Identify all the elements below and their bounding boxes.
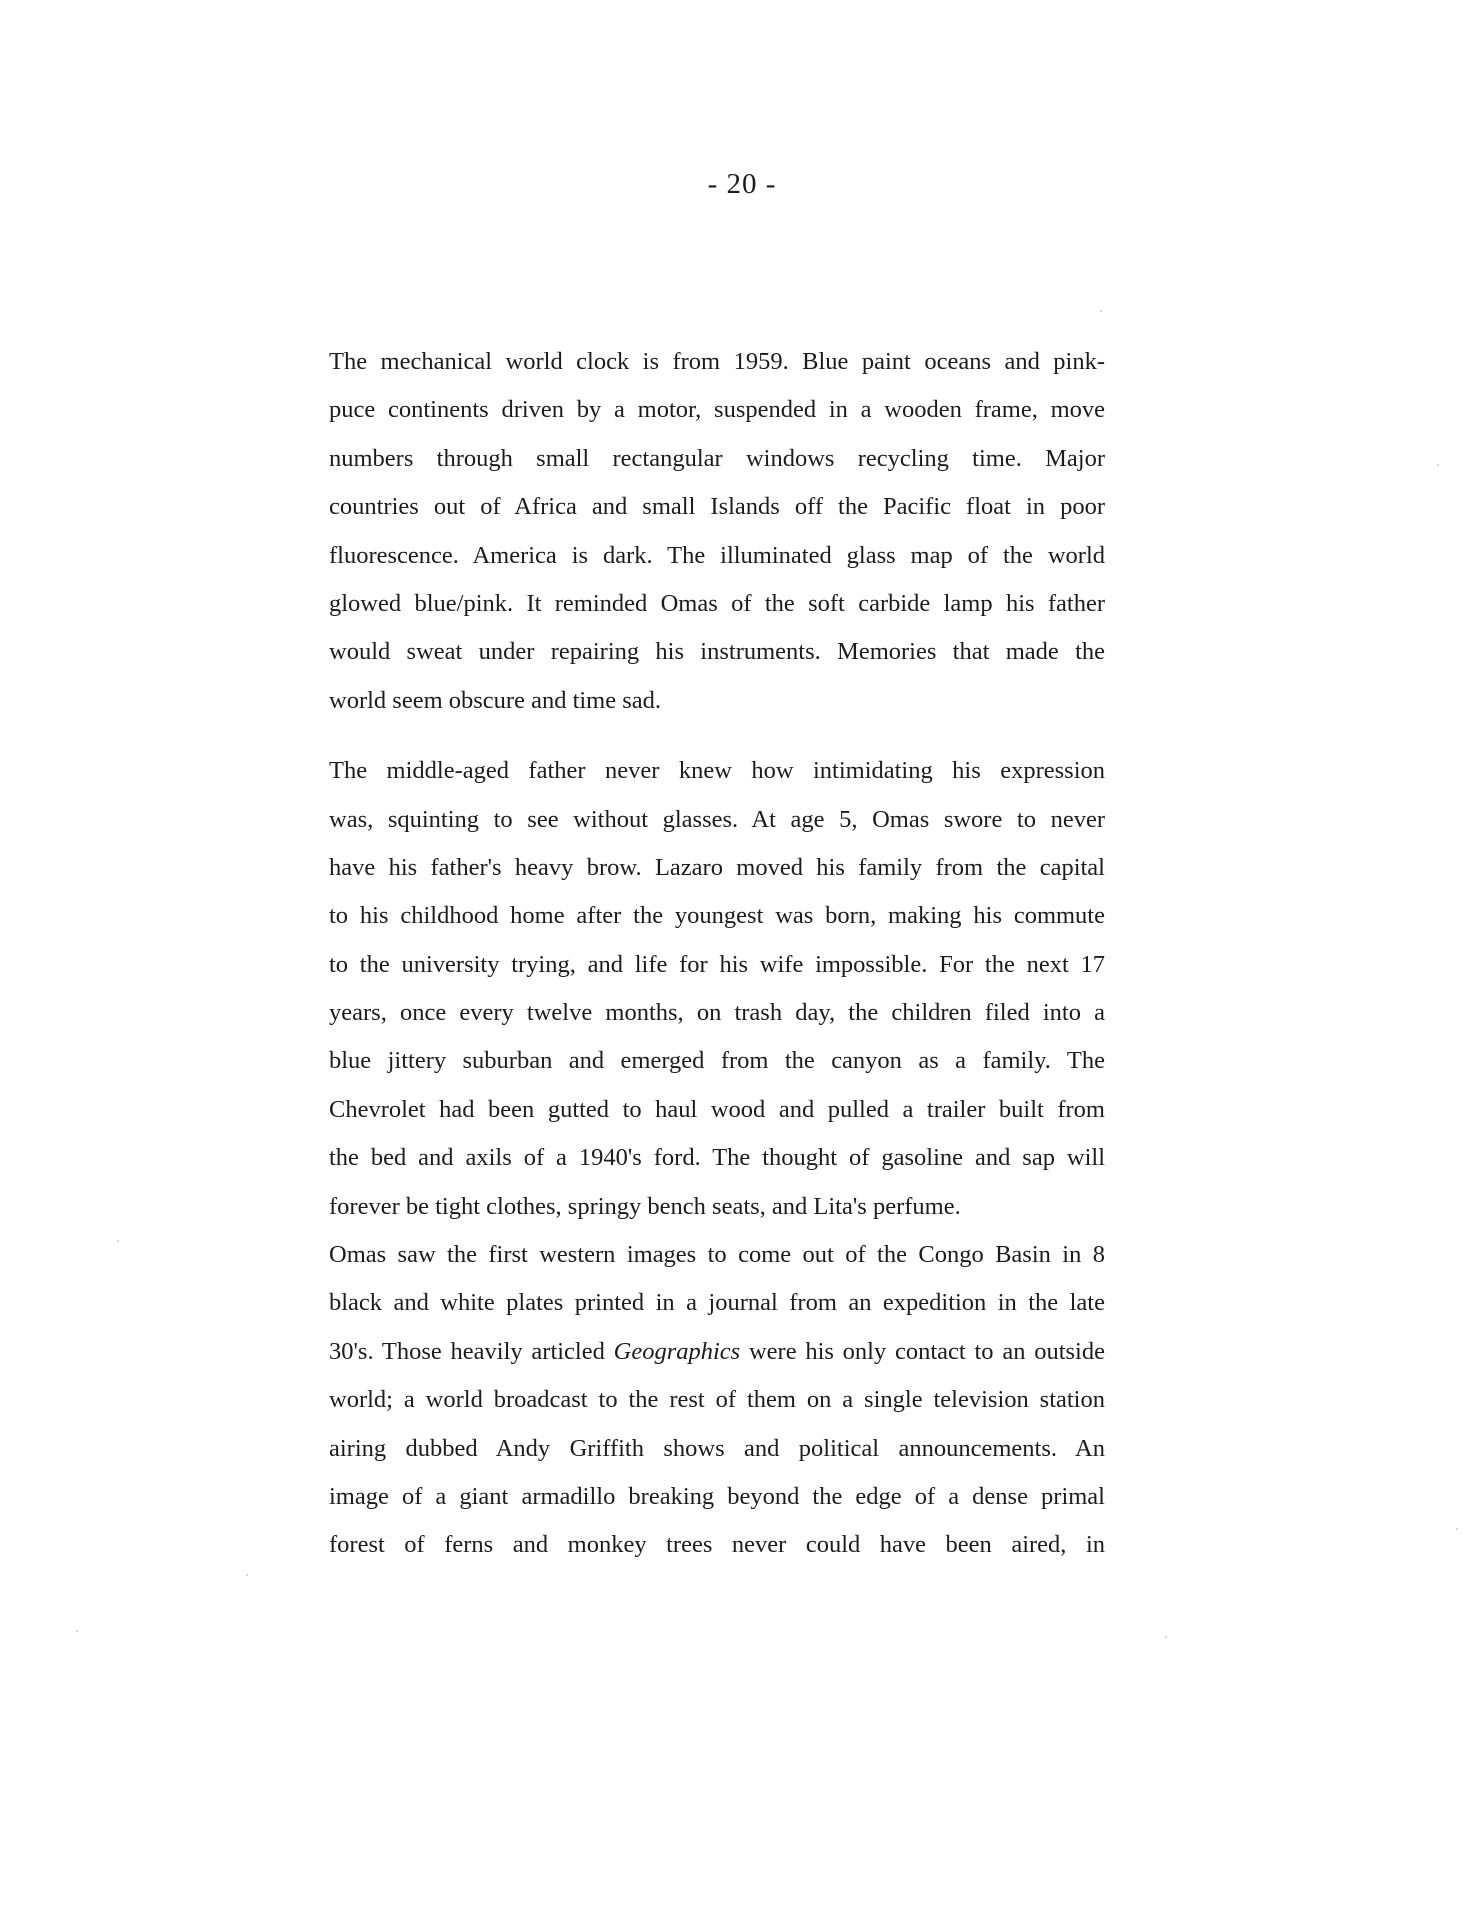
text-line: numbers through small rectangular windows recycling time. Major [329, 444, 1105, 472]
italic-title: Geographics [613, 1337, 741, 1365]
page-number: - 20 - [707, 168, 777, 200]
text-line: fluorescence. America is dark. The illuminated glass map of the world [329, 541, 1105, 569]
text-line: forever be tight clothes, springy bench seats, and Lita's perfume. [329, 1192, 961, 1220]
text-line: world; a world broadcast to the rest of them on a single television station [329, 1386, 1105, 1414]
text-line: would sweat under repairing his instruments. Memories that made the [329, 638, 1105, 666]
paragraph-3 [329, 1231, 1105, 1570]
scan-speck [76, 1630, 78, 1632]
scan-speck [1100, 310, 1102, 312]
text-line: glowed blue/pink. It reminded Omas of the soft carbide lamp his father [329, 589, 1105, 617]
paragraph-1 [329, 338, 1105, 725]
text-line: Omas saw the first western images to come out of the Congo Basin in 8 [329, 1241, 1105, 1269]
text-line: to the university trying, and life for his wife impossible. For the next 17 [329, 950, 1105, 978]
text-line: airing dubbed Andy Griffith shows and political announcements. An [329, 1434, 1105, 1462]
text-line: blue jittery suburban and emerged from the canyon as a family. The [329, 1047, 1105, 1075]
text-line: the bed and axils of a 1940's ford. The thought of gasoline and sap will [329, 1144, 1105, 1172]
text-line: years, once every twelve months, on trash day, the children filed into a [329, 999, 1105, 1027]
body-text [329, 338, 1105, 1570]
text-segment: 30's. Those heavily articled [329, 1337, 614, 1365]
text-line: image of a giant armadillo breaking beyond the edge of a dense primal [329, 1482, 1105, 1510]
scan-speck [246, 1574, 248, 1576]
text-line: The middle-aged father never knew how intimidating his expression [329, 757, 1105, 785]
text-line: was, squinting to see without glasses. At age 5, Omas swore to never [329, 805, 1105, 833]
text-line: The mechanical world clock is from 1959. Blue paint oceans and pink- [329, 348, 1105, 375]
text-line: Chevrolet had been gutted to haul wood and pulled a trailer built from [329, 1095, 1105, 1123]
text-line: have his father's heavy brow. Lazaro moved his family from the capital [329, 853, 1105, 881]
scan-speck [117, 1240, 119, 1242]
scan-speck [1437, 464, 1439, 466]
text-line: forest of ferns and monkey trees never could have been aired, in [329, 1531, 1105, 1559]
scan-speck [1456, 1528, 1458, 1530]
text-line-with-italic [329, 1328, 1105, 1376]
paragraph-2 [329, 747, 1105, 1231]
text-line: black and white plates printed in a journal from an expedition in the late [329, 1289, 1105, 1317]
text-line: countries out of Africa and small Islands off the Pacific float in poor [329, 493, 1105, 521]
text-segment: were his only contact to an outside [740, 1337, 1105, 1365]
paragraph-gap [329, 725, 1105, 747]
text-line: world seem obscure and time sad. [329, 686, 662, 714]
scan-speck [1165, 1636, 1167, 1638]
text-line: to his childhood home after the youngest was born, making his commute [329, 902, 1105, 930]
text-line: puce continents driven by a motor, suspended in a wooden frame, move [329, 396, 1105, 424]
